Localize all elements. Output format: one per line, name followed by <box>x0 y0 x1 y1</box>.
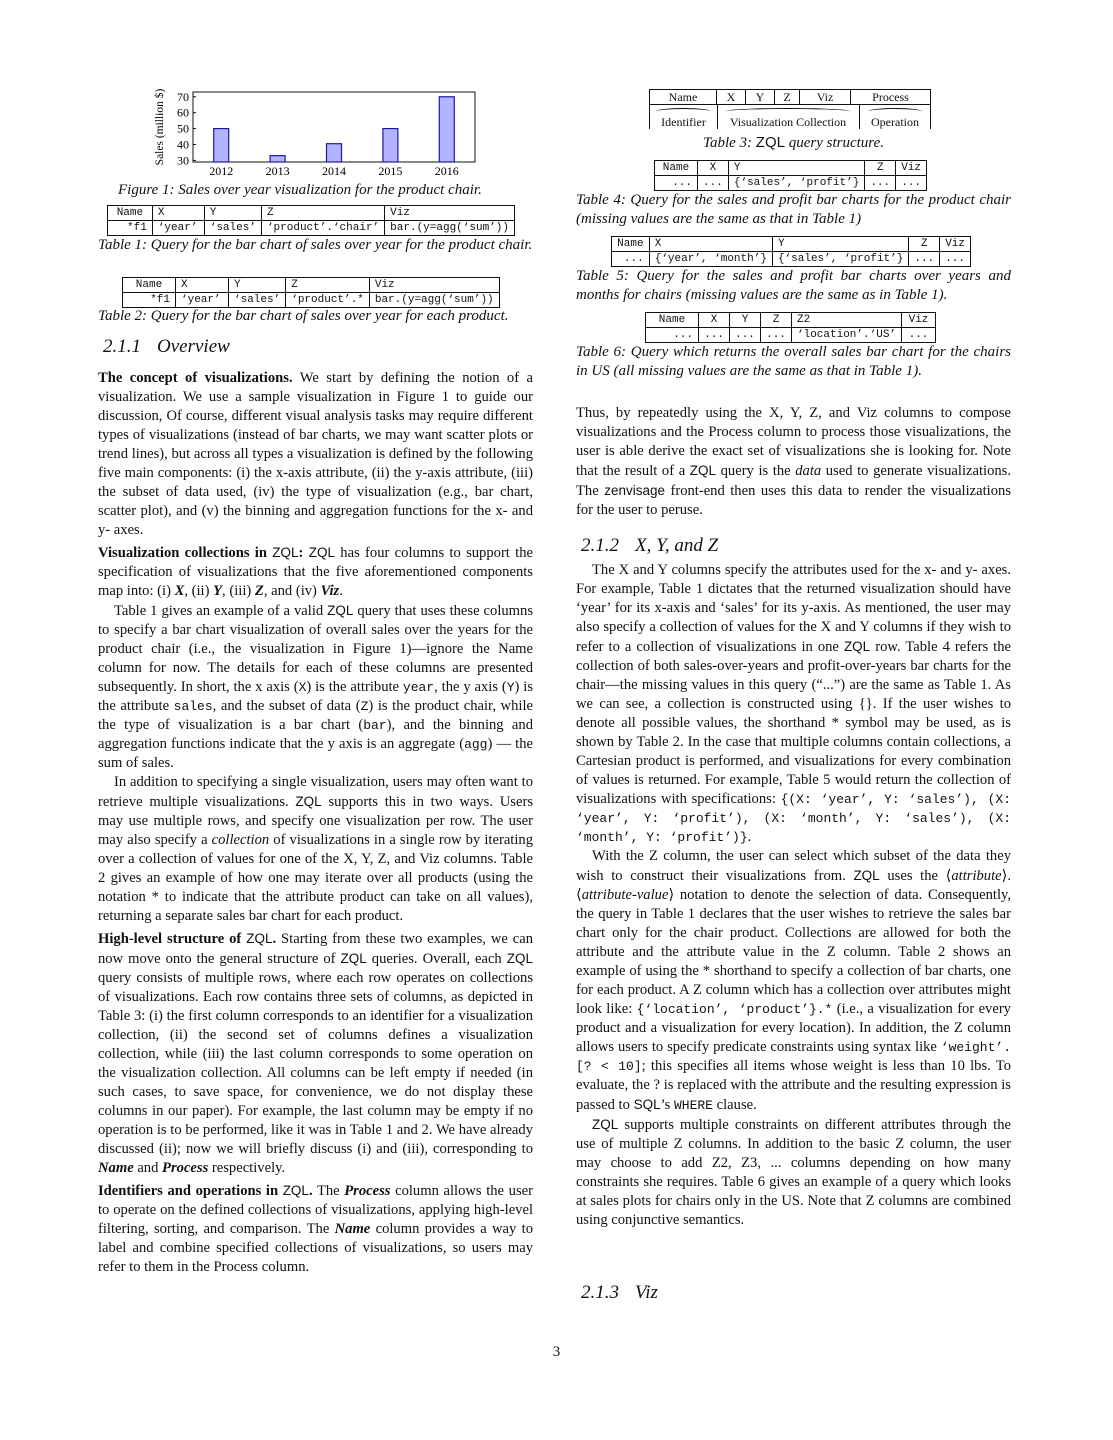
text-span: queries. Overall, each <box>366 951 507 967</box>
text-span: Thus, by repeatedly using the X, Y, Z, and Viz columns to compose visualizations and the Process column to process those visualizations, the user is able derive the exact set of visualizations she is looking for. Note that the result of a <box>576 405 1011 479</box>
cell-name: *f1 <box>123 293 176 308</box>
section-title: Viz <box>635 1282 658 1303</box>
paragraph <box>576 404 1011 520</box>
header-viz: Viz <box>902 313 936 328</box>
header-z2: Z2 <box>792 313 902 328</box>
page-number: 3 <box>552 1344 561 1360</box>
table-header-row <box>108 206 515 221</box>
cell-viz: ... <box>902 328 936 343</box>
text-span: , (ii) <box>184 583 214 599</box>
text-span: ), and the binning and aggregation functions indicate that the y axis is an aggregate ( <box>98 717 534 752</box>
text-span: Name <box>334 1221 371 1237</box>
table-row <box>123 293 500 308</box>
text-span: ZQL <box>308 545 335 560</box>
cell-name: *f1 <box>108 221 153 236</box>
text-span: attribute <box>951 868 1002 884</box>
table-6-caption: Table 6: Query which returns the overall sales bar chart for the chairs in US (all missing values are the same as that in Table 1). <box>576 344 1011 379</box>
text-span: supports this in two ways. Users may use multiple rows, and specify one visualization per row. The user may also specify a <box>98 794 533 848</box>
inline-code: WHERE <box>673 1098 713 1113</box>
inline-code: {‘location’, ‘product’}.* <box>636 1002 833 1017</box>
header-z: Z <box>286 278 370 293</box>
text-span: ⟩.⟨ <box>576 868 1011 903</box>
section-title: X, Y, and Z <box>635 535 719 556</box>
text-span: , (iii) <box>222 583 255 599</box>
text-span: ZQL <box>689 463 717 478</box>
table-6 <box>645 312 936 343</box>
cell-x: {‘year’, ‘month’} <box>649 252 772 267</box>
header-y: Y <box>204 206 261 221</box>
text-span: front-end then uses this data to render the visualizations for the user to peruse. <box>576 483 1011 518</box>
header-y: Y <box>772 237 908 252</box>
group-label: Visualization Collection <box>729 115 847 129</box>
y-tick-label: 60 <box>177 105 189 120</box>
text-span: column provides a way to label and combine specified collections of visualizations, so users may refer to them in the Process column. <box>98 1221 533 1275</box>
y-axis-label: Sales (million $) <box>154 88 166 166</box>
cell-z: ... <box>909 252 940 267</box>
table-1-caption: Table 1: Query for the bar chart of sales over year for the product chair. <box>98 237 533 253</box>
cell-z: ... <box>761 328 792 343</box>
cell-y: ... <box>730 328 761 343</box>
cell-viz: ... <box>896 176 927 191</box>
table-4-caption: Table 4: Query for the sales and profit bar charts for the product chair (missing values are the same as that in Table 1) <box>576 192 1011 227</box>
text-span: Starting from these two examples, we can now move onto the general structure of <box>98 931 534 967</box>
text-span: ZQL <box>843 639 871 654</box>
text-span: . <box>747 829 752 845</box>
text-span: The <box>312 1183 345 1199</box>
text-span: uses the ⟨ <box>879 868 952 884</box>
text-span: (i.e., a visualization for every product and a visualization for every location). In addition, the Z column allows users to specify predicate constraints using syntax like <box>576 1001 1011 1055</box>
text-span: collection <box>211 832 270 848</box>
text-span: column allows the user to operate on the defined collections of visualizations, applying high-level filtering, sorting, and comparison. The <box>98 1183 533 1237</box>
header-y: Y <box>730 313 761 328</box>
sales-bar-chart <box>150 84 490 184</box>
caption-prefix: Table 3: <box>703 135 756 151</box>
text-span: query is the <box>716 463 796 479</box>
table-header-row <box>612 237 971 252</box>
table-header-row <box>123 278 500 293</box>
paragraph <box>576 561 1011 847</box>
header-viz: Viz <box>800 90 851 105</box>
cell-x: ‘year’ <box>152 221 204 236</box>
group-label: Identifier <box>661 115 706 129</box>
brace-icon <box>725 108 851 115</box>
table-4 <box>654 160 927 191</box>
section-number: 2.1.1 <box>103 336 141 357</box>
inline-code: Z <box>360 699 369 714</box>
group-operation <box>860 105 931 129</box>
caption-zql: ZQL <box>755 134 785 151</box>
text-span: , and the subset of data ( <box>212 698 361 714</box>
text-span: In addition to specifying a single visualization, users may often want to retrieve multiple visualizations. <box>98 774 533 810</box>
cell-z2: ‘location’.‘US’ <box>792 328 902 343</box>
table-5-caption: Table 5: Query for the sales and profit bar charts over years and months for chairs (missing values are the same as in Table 1). <box>576 268 1011 303</box>
text-span: The X and Y columns specify the attributes used for the x- and y- axes. For example, Table 1 dictates that the returned visualization should have ‘year’ for its x-axis and ‘sales’ for its y-axis. As mentioned, the user may also specify a collection of values for the X and Y columns if they wish to refer to a collection of visualizations in one <box>576 562 1011 655</box>
header-x: X <box>152 206 204 221</box>
brace-icon <box>868 108 922 115</box>
paragraph <box>576 847 1011 1115</box>
paragraph-lead-in: The concept of visualizations. <box>98 370 293 386</box>
cell-z: ‘product’.* <box>286 293 370 308</box>
group-label: Operation <box>871 115 919 129</box>
text-span: Viz <box>320 583 340 599</box>
section-number: 2.1.3 <box>581 1282 619 1303</box>
header-name: Name <box>612 237 650 252</box>
text-span: Process <box>344 1183 391 1199</box>
header-process: Process <box>851 90 931 105</box>
header-name: Name <box>123 278 176 293</box>
header-name: Name <box>108 206 153 221</box>
text-span: , the y axis ( <box>434 679 507 695</box>
header-x: X <box>699 313 730 328</box>
table-row <box>612 252 971 267</box>
text-span: ⟩ notation to denote the selection of data. Consequently, the query in Table 1 declares that the user wishes to retrieve the sales bar chart only for the chair product. Collections are allowed for both the attribute and the attribute value in the Z column. Table 2 shows an example of using the * shorthand to specify a collection of bar charts, one for each product. A Z column which has a collection over attributes might look like: <box>576 887 1011 1017</box>
text-span: We start by defining the notion of a visualization. We use a sample visualization in Figure 1 to guide our discussion, Of course, different visual analysis tasks may require different types of visualizations (instead of bar charts, we may want scatter plots or trend lines), but across all types a visualization is defined by the following five main components: (i) the x-axis attribute, (ii) the y-axis attribute, (iii) the subset of data used, (iv) the type of visualization (e.g., bar chart, scatter plot), and (v) the binning and aggregation functions for the x- and y- axes. <box>98 370 533 538</box>
cell-x: ‘year’ <box>176 293 229 308</box>
table-header-row <box>646 313 936 328</box>
header-z: Z <box>775 90 800 105</box>
text-span: X <box>174 583 185 599</box>
cell-y: {‘sales’, ‘profit’} <box>728 176 864 191</box>
bar-2012 <box>214 129 229 162</box>
text-span: supports multiple constraints on different attributes through the use of multiple Z columns. In addition to the basic Z column, the user may choose to add Z2, Z3, ... columns depending on how many constraints she requires. Table 6 gives an example of a query which looks at sales plots for chairs only in the US. Note that Z columns are combined using conjunctive semantics. <box>576 1117 1011 1228</box>
text-span: ZQL <box>295 794 322 809</box>
cell-name: ... <box>612 252 650 267</box>
x-tick-label: 2012 <box>209 164 234 178</box>
inline-code: agg <box>464 737 488 752</box>
text-span: zenvisage <box>604 483 665 498</box>
header-y: Y <box>728 161 864 176</box>
paragraph <box>98 543 533 601</box>
text-span: ZQL <box>340 951 367 966</box>
text-span: ; this specifies all items whose weight is less than 10 lbs. To evaluate, the ? is replaced with the attribute and the resulting expression is passed to <box>576 1058 1011 1113</box>
table-3-caption <box>576 133 1011 153</box>
text-span: has four columns to support the specification of visualizations that the five aforementioned components map into: (i) <box>98 545 533 599</box>
cell-y: ‘sales’ <box>229 293 286 308</box>
paragraph <box>98 929 533 1178</box>
inline-code: year <box>402 680 435 695</box>
text-span: , and (iv) <box>263 583 321 599</box>
y-tick-label: 70 <box>177 89 189 104</box>
right-column-body-intro <box>576 404 1011 520</box>
header-name: Name <box>646 313 699 328</box>
section-title: Overview <box>157 336 230 357</box>
inline-code: ‘weight’.[? < 10] <box>576 1040 1011 1074</box>
paragraph <box>576 1115 1011 1230</box>
text-span: ZQL <box>282 1183 309 1198</box>
inline-code: X <box>298 680 307 695</box>
table-row <box>108 221 515 236</box>
right-column-body-xyz <box>576 561 1011 1230</box>
text-span: . <box>339 583 343 599</box>
text-span: With the Z column, the user can select which subset of the data they wish to construct their visualizations from. <box>576 848 1011 884</box>
brace-icon <box>656 108 711 115</box>
table-3 <box>649 89 931 129</box>
x-tick-label: 2016 <box>434 164 459 178</box>
paragraph <box>98 1181 533 1277</box>
text-span: Process <box>162 1160 209 1176</box>
bar-2016 <box>439 97 454 162</box>
table-row <box>646 328 936 343</box>
text-span: ZQL <box>592 1117 619 1132</box>
bar-2015 <box>383 129 398 162</box>
cell-name: ... <box>655 176 698 191</box>
paragraph-lead-in: Visualization collections in <box>98 545 273 561</box>
text-span: ) is the attribute <box>306 679 403 695</box>
section-heading-2-1-1 <box>103 336 230 358</box>
text-span: data <box>795 463 822 479</box>
cell-viz: bar.(y=agg(‘sum’)) <box>385 221 515 236</box>
inline-code: {(X: ‘year’, Y: ‘sales’), (X: ‘year’, Y: ‘profit’), (X: ‘month’, Y: ‘sales’), (X: ‘month’, Y: ‘profit’)} <box>576 792 1011 845</box>
header-z: Z <box>865 161 896 176</box>
text-span: query that uses these columns to specify a bar chart visualization of overall sales over the years for the product chair (i.e., the visualization in Figure 1)—ignore the Name column for now. The details for each of these columns are presented subsequently. In short, the x axis ( <box>98 603 533 695</box>
paragraph-lead-in: High-level structure of <box>98 931 247 947</box>
cell-viz: ... <box>940 252 971 267</box>
table-header-row <box>655 161 927 176</box>
x-tick-label: 2015 <box>378 164 403 178</box>
text-span: respectively. <box>208 1160 286 1176</box>
section-heading-2-1-2 <box>581 535 718 557</box>
inline-code: Y <box>506 680 515 695</box>
paragraph <box>98 601 533 773</box>
bar-2014 <box>327 144 342 162</box>
text-span: row. Table 4 refers the collection of both sales-over-years and profit-over-years bar charts for the chair—the missing values in this query (“...”) are the same as Table 1. As we can see, a collection is constructed using {}. If the user wishes to denote all possible values, the shorthand * symbol may be used, as is shown by Table 2. In the case that multiple columns contain collections, a Cartesian product is performed, and visualizations for every combination of values is returned. For example, Table 5 would return the collection of visualizations with specifications: <box>576 639 1011 807</box>
text-span: ZQL <box>327 603 354 618</box>
section-heading-2-1-3 <box>581 1282 658 1304</box>
header-z: Z <box>761 313 792 328</box>
inline-code: sales <box>173 699 213 714</box>
header-z: Z <box>261 206 384 221</box>
cell-name: ... <box>646 328 699 343</box>
header-viz: Viz <box>369 278 499 293</box>
table-2 <box>122 277 500 308</box>
header-y: Y <box>746 90 775 105</box>
text-span: ’s <box>660 1097 674 1113</box>
text-span: clause. <box>712 1097 757 1113</box>
bar-2013 <box>270 156 285 162</box>
cell-z: ... <box>865 176 896 191</box>
group-identifier <box>649 105 718 129</box>
group-visualization-collection <box>717 105 860 129</box>
text-span: attribute-value <box>581 887 669 903</box>
header-viz: Viz <box>940 237 971 252</box>
header-x: X <box>649 237 772 252</box>
y-tick-label: 40 <box>177 137 189 152</box>
header-x: X <box>717 90 746 105</box>
text-span: ZQL <box>246 931 273 946</box>
y-tick-label: 50 <box>177 121 189 136</box>
cell-y: ‘sales’ <box>204 221 261 236</box>
table-5 <box>611 236 971 267</box>
x-tick-label: 2013 <box>265 164 290 178</box>
text-span: used to generate visualizations. The <box>576 463 1011 499</box>
table-1 <box>107 205 515 236</box>
text-span: SQL <box>633 1097 661 1112</box>
header-x: X <box>176 278 229 293</box>
paragraph <box>98 773 533 926</box>
text-span: ZQL <box>272 545 299 560</box>
text-span: Y <box>213 583 223 599</box>
cell-x: ... <box>698 176 729 191</box>
cell-viz: bar.(y=agg(‘sum’)) <box>369 293 499 308</box>
figure-1-caption: Figure 1: Sales over year visualization for the product chair. <box>118 182 482 198</box>
header-z: Z <box>909 237 940 252</box>
paragraph-lead-in: . <box>272 931 277 947</box>
cell-y: {‘sales’, ‘profit’} <box>772 252 908 267</box>
text-span: and <box>133 1160 163 1176</box>
text-span: ZQL <box>506 951 533 966</box>
text-span: ) is the product chair, while the type of visualization is a bar chart ( <box>98 698 533 733</box>
header-y: Y <box>229 278 286 293</box>
inline-code: bar <box>363 718 387 733</box>
table-row <box>655 176 927 191</box>
text-span: query consists of multiple rows, where each row operates on collections of visualizations. Each row contains three sets of columns, as depicted in Table 3: (i) the first column corresponds to an identifier for a visualization collection, (ii) the second set of columns defines a visualization collection, while (iii) the last column corresponds to some operation on the visualization collection. All columns can be left empty if needed (in such cases, to save space, for convenience, we do not display these columns in our paper). For example, the last column may be empty if no operation is to be performed, like it was in Table 1 and 2. We have already discussed (ii); now we will briefly discuss (i) and (iii), corresponding to <box>98 970 533 1157</box>
paragraph <box>98 369 533 540</box>
header-x: X <box>698 161 729 176</box>
y-tick-label: 30 <box>177 153 189 168</box>
left-column-body <box>98 366 533 1277</box>
text-span: ) — the sum of sales. <box>98 736 533 771</box>
text-span: of visualizations in a single row by iterating over a collection of values for one of the X, Y, Z, and Viz columns. Table 2 gives an example of how one may iterate over all products (using the notation * to indicate that the attribute product can take on all values), returning a separate sales bar chart for each product. <box>98 832 533 924</box>
table-header-row <box>650 90 931 105</box>
cell-x: ... <box>699 328 730 343</box>
text-span: ) is the attribute <box>98 679 534 714</box>
section-number: 2.1.2 <box>581 535 619 556</box>
text-span: Z <box>254 583 264 599</box>
header-name: Name <box>650 90 717 105</box>
table-2-caption: Table 2: Query for the bar chart of sales over year for each product. <box>98 308 509 324</box>
header-viz: Viz <box>896 161 927 176</box>
x-tick-label: 2014 <box>322 164 346 178</box>
text-span: Table 1 gives an example of a valid <box>114 603 328 619</box>
cell-z: ‘product’.‘chair’ <box>261 221 384 236</box>
paragraph-lead-in: . <box>308 1183 313 1199</box>
text-span: Name <box>98 1160 134 1176</box>
header-viz: Viz <box>385 206 515 221</box>
text-span: ZQL <box>853 868 880 883</box>
header-name: Name <box>655 161 698 176</box>
caption-suffix: query structure. <box>784 135 884 151</box>
paragraph-lead-in: : <box>298 545 304 561</box>
paragraph-lead-in: Identifiers and operations in <box>98 1183 283 1199</box>
